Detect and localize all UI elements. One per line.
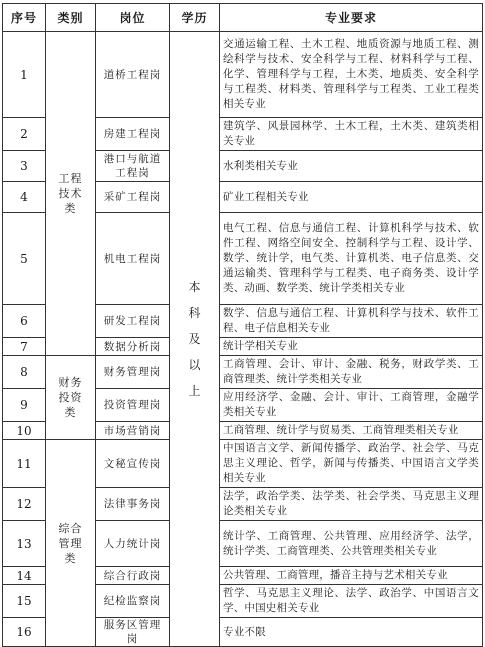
category-label: 财务投资类 (58, 376, 83, 419)
position-cell: 研发工程岗 (96, 305, 170, 338)
requirement-cell: 统计学、工商管理、公共管理、应用经济学、法学，统计学类、工商管理类、公共管理类相关专业 (220, 521, 483, 567)
position-cell: 文秘宣传岗 (96, 440, 170, 488)
position-cell: 市场营销岗 (96, 422, 170, 440)
header-position: 岗位 (96, 4, 170, 32)
table-row (3, 440, 483, 488)
education-cell (170, 32, 220, 647)
header-index: 序号 (3, 4, 46, 32)
header-requirement: 专业要求 (220, 4, 483, 32)
recruitment-table (2, 3, 483, 647)
row-number: 9 (3, 389, 46, 422)
header-education: 学历 (170, 4, 220, 32)
category-label: 综合管理类 (58, 521, 83, 565)
row-number: 11 (3, 440, 46, 488)
requirement-cell: 工商管理、会计、审计、金融、税务，财政学类、工商管理类、统计学类相关专业 (220, 356, 483, 389)
row-number: 6 (3, 305, 46, 338)
requirement-cell: 专业不限 (220, 618, 483, 647)
row-number: 4 (3, 182, 46, 213)
position-cell: 财务管理岗 (96, 356, 170, 389)
requirement-cell: 公共管理、工商管理，播音主持与艺术相关专业 (220, 567, 483, 585)
category-cell (46, 440, 96, 647)
row-number: 13 (3, 521, 46, 567)
row-number: 12 (3, 488, 46, 521)
position-cell: 服务区管理岗 (96, 618, 170, 647)
requirement-cell: 交通运输工程、土木工程、地质资源与地质工程、测绘科学与技术、安全科学与工程、材料科学与工程、化学、管理科学与工程，土木类、地质类、安全科学与工程类、材料类、管理科学与工程类、工业工程类相关专业 (220, 32, 483, 118)
position-cell: 港口与航道工程岗 (96, 151, 170, 182)
category-cell (46, 356, 96, 440)
requirement-cell: 统计学相关专业 (220, 338, 483, 356)
row-number: 10 (3, 422, 46, 440)
position-cell: 综合行政岗 (96, 567, 170, 585)
requirement-cell: 建筑学、风景园林学、土木工程，土木类、建筑类相关专业 (220, 118, 483, 151)
category-label: 工程技术类 (58, 172, 83, 215)
table-header-row (3, 4, 483, 32)
position-cell: 道桥工程岗 (96, 32, 170, 118)
table-row (3, 356, 483, 389)
requirement-cell: 数学、信息与通信工程、计算机科学与技术、软件工程、电子信息相关专业 (220, 305, 483, 338)
requirement-cell: 矿业工程相关专业 (220, 182, 483, 213)
position-cell: 人力统计岗 (96, 521, 170, 567)
requirement-cell: 中国语言文学、新闻传播学、政治学、社会学、马克思主义理论、哲学，新闻与传播类、中国语言文学类相关专业 (220, 440, 483, 488)
education-label: 本科及以上 (188, 280, 201, 398)
requirement-cell: 水利类相关专业 (220, 151, 483, 182)
row-number: 7 (3, 338, 46, 356)
requirement-cell: 法学，政治学类、法学类、社会学类、马克思主义理论类相关专业 (220, 488, 483, 521)
row-number: 2 (3, 118, 46, 151)
position-cell: 采矿工程岗 (96, 182, 170, 213)
requirement-cell: 工商管理、统计学与贸易类、工商管理类相关专业 (220, 422, 483, 440)
row-number: 14 (3, 567, 46, 585)
row-number: 5 (3, 213, 46, 305)
header-category: 类别 (46, 4, 96, 32)
row-number: 16 (3, 618, 46, 647)
requirement-cell: 应用经济学、金融、会计、审计、工商管理，金融学类相关专业 (220, 389, 483, 422)
position-cell: 投资管理岗 (96, 389, 170, 422)
row-number: 15 (3, 585, 46, 618)
row-number: 8 (3, 356, 46, 389)
position-cell: 房建工程岗 (96, 118, 170, 151)
requirement-cell: 电气工程、信息与通信工程、计算机科学与技术、软件工程、网络空间安全、控制科学与工程、设计学、数学、统计学，电气类、计算机类、电子信息类、交通运输类、管理科学与工程类、电子商务类、设计学类、动画、数学类、统计学类相关专业 (220, 213, 483, 305)
position-cell: 机电工程岗 (96, 213, 170, 305)
row-number: 1 (3, 32, 46, 118)
table-row (3, 32, 483, 118)
position-cell: 数据分析岗 (96, 338, 170, 356)
position-cell: 纪检监察岗 (96, 585, 170, 618)
row-number: 3 (3, 151, 46, 182)
position-cell: 法律事务岗 (96, 488, 170, 521)
requirement-cell: 哲学、马克思主义理论、法学、政治学、中国语言文学、中国史相关专业 (220, 585, 483, 618)
category-cell (46, 32, 96, 356)
